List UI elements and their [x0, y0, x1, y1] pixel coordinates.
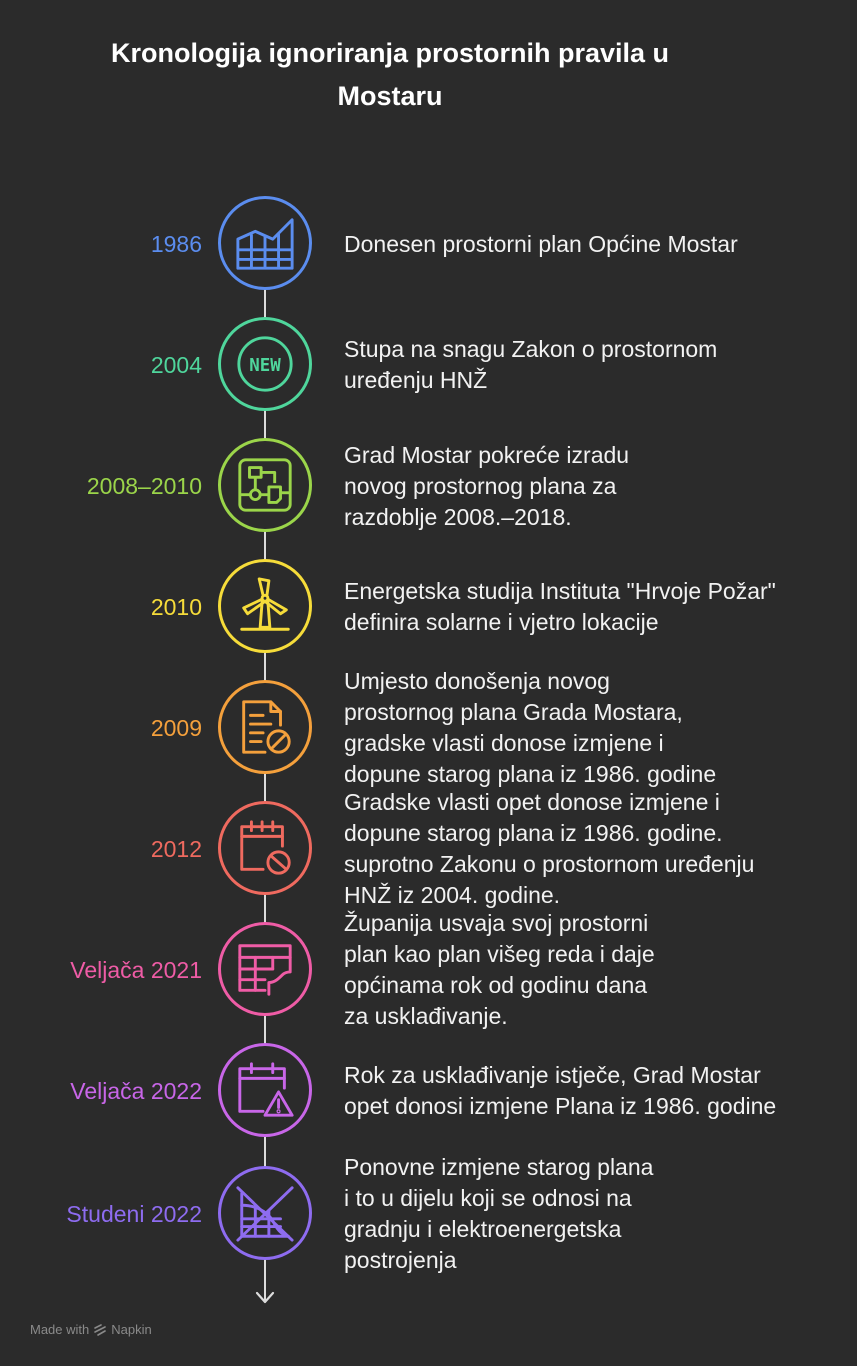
event-year: Veljača 2021 [70, 956, 202, 983]
event-year: 2008–2010 [86, 472, 202, 499]
event-year: Veljača 2022 [70, 1077, 202, 1104]
circuit-plan-icon [234, 454, 296, 516]
timeline-event-2004 [0, 317, 857, 413]
event-node [218, 1043, 312, 1137]
event-node [218, 317, 312, 411]
event-description: Stupa na snagu Zakon o prostornom uređenju HNŽ [344, 336, 718, 393]
chart-crossed-icon [234, 1182, 296, 1244]
event-node [218, 196, 312, 290]
table-trend-icon [234, 938, 296, 1000]
timeline-event-veljaca-2021 [0, 910, 857, 1029]
event-node [218, 1166, 312, 1260]
event-year: 2012 [150, 835, 202, 862]
document-blocked-icon [234, 696, 296, 758]
timeline-event-2010 [0, 559, 857, 655]
event-year: 2009 [150, 714, 202, 741]
wind-turbine-icon [234, 575, 296, 637]
timeline-event-2012 [0, 789, 857, 908]
event-node [218, 801, 312, 895]
timeline-arrow-icon [254, 1290, 276, 1306]
calendar-warning-icon [234, 1059, 296, 1121]
napkin-brand-label: Napkin [111, 1322, 152, 1337]
timeline-event-veljaca-2022 [0, 1043, 857, 1139]
made-with-label: Made with [30, 1322, 90, 1337]
event-node [218, 438, 312, 532]
building-chart-icon [234, 212, 296, 274]
timeline-event-2009 [0, 668, 857, 787]
event-description: Županija usvaja svoj prostorni plan kao plan višeg reda i daje općinama rok od godinu dana za usklađivanje. [344, 910, 655, 1029]
event-year: 2010 [150, 593, 202, 620]
napkin-logo-icon [93, 1323, 107, 1337]
svg-text:NEW: NEW [249, 355, 281, 376]
event-description: Donesen prostorni plan Općine Mostar [344, 230, 738, 257]
event-description: Energetska studija Instituta "Hrvoje Požar" definira solarne i vjetro lokacije [344, 578, 776, 635]
event-year: 1986 [150, 230, 202, 257]
calendar-blocked-icon [234, 817, 296, 879]
event-description: Umjesto donošenja novog prostornog plana Grada Mostara, gradske vlasti donose izmjene i dopune starog plana iz 1986. godine [344, 668, 717, 787]
event-description: Grad Mostar pokreće izradu novog prostornog plana za razdoblje 2008.–2018. [344, 441, 630, 530]
event-description: Rok za usklađivanje istječe, Grad Mostar opet donosi izmjene Plana iz 1986. godine [344, 1062, 777, 1119]
event-year: 2004 [150, 351, 202, 378]
event-node [218, 680, 312, 774]
event-node [218, 922, 312, 1016]
new-badge-icon [234, 333, 296, 395]
page-title: Kronologija ignoriranja prostornih pravila u Mostaru [110, 38, 670, 111]
event-year: Studeni 2022 [66, 1200, 202, 1227]
event-description: Ponovne izmjene starog plana i to u dijelu koji se odnosi na gradnju i elektroenergetska postrojenja [344, 1154, 654, 1273]
event-description: Gradske vlasti opet donose izmjene i dopune starog plana iz 1986. godine. suprotno Zakonu o prostornom uređenju HNŽ iz 2004. godine. [344, 789, 755, 908]
event-node [218, 559, 312, 653]
timeline-event-2008-2010 [0, 438, 857, 534]
timeline-event-studeni-2022 [0, 1154, 857, 1273]
footer-credit [30, 1322, 152, 1337]
timeline-event-1986 [0, 196, 857, 292]
